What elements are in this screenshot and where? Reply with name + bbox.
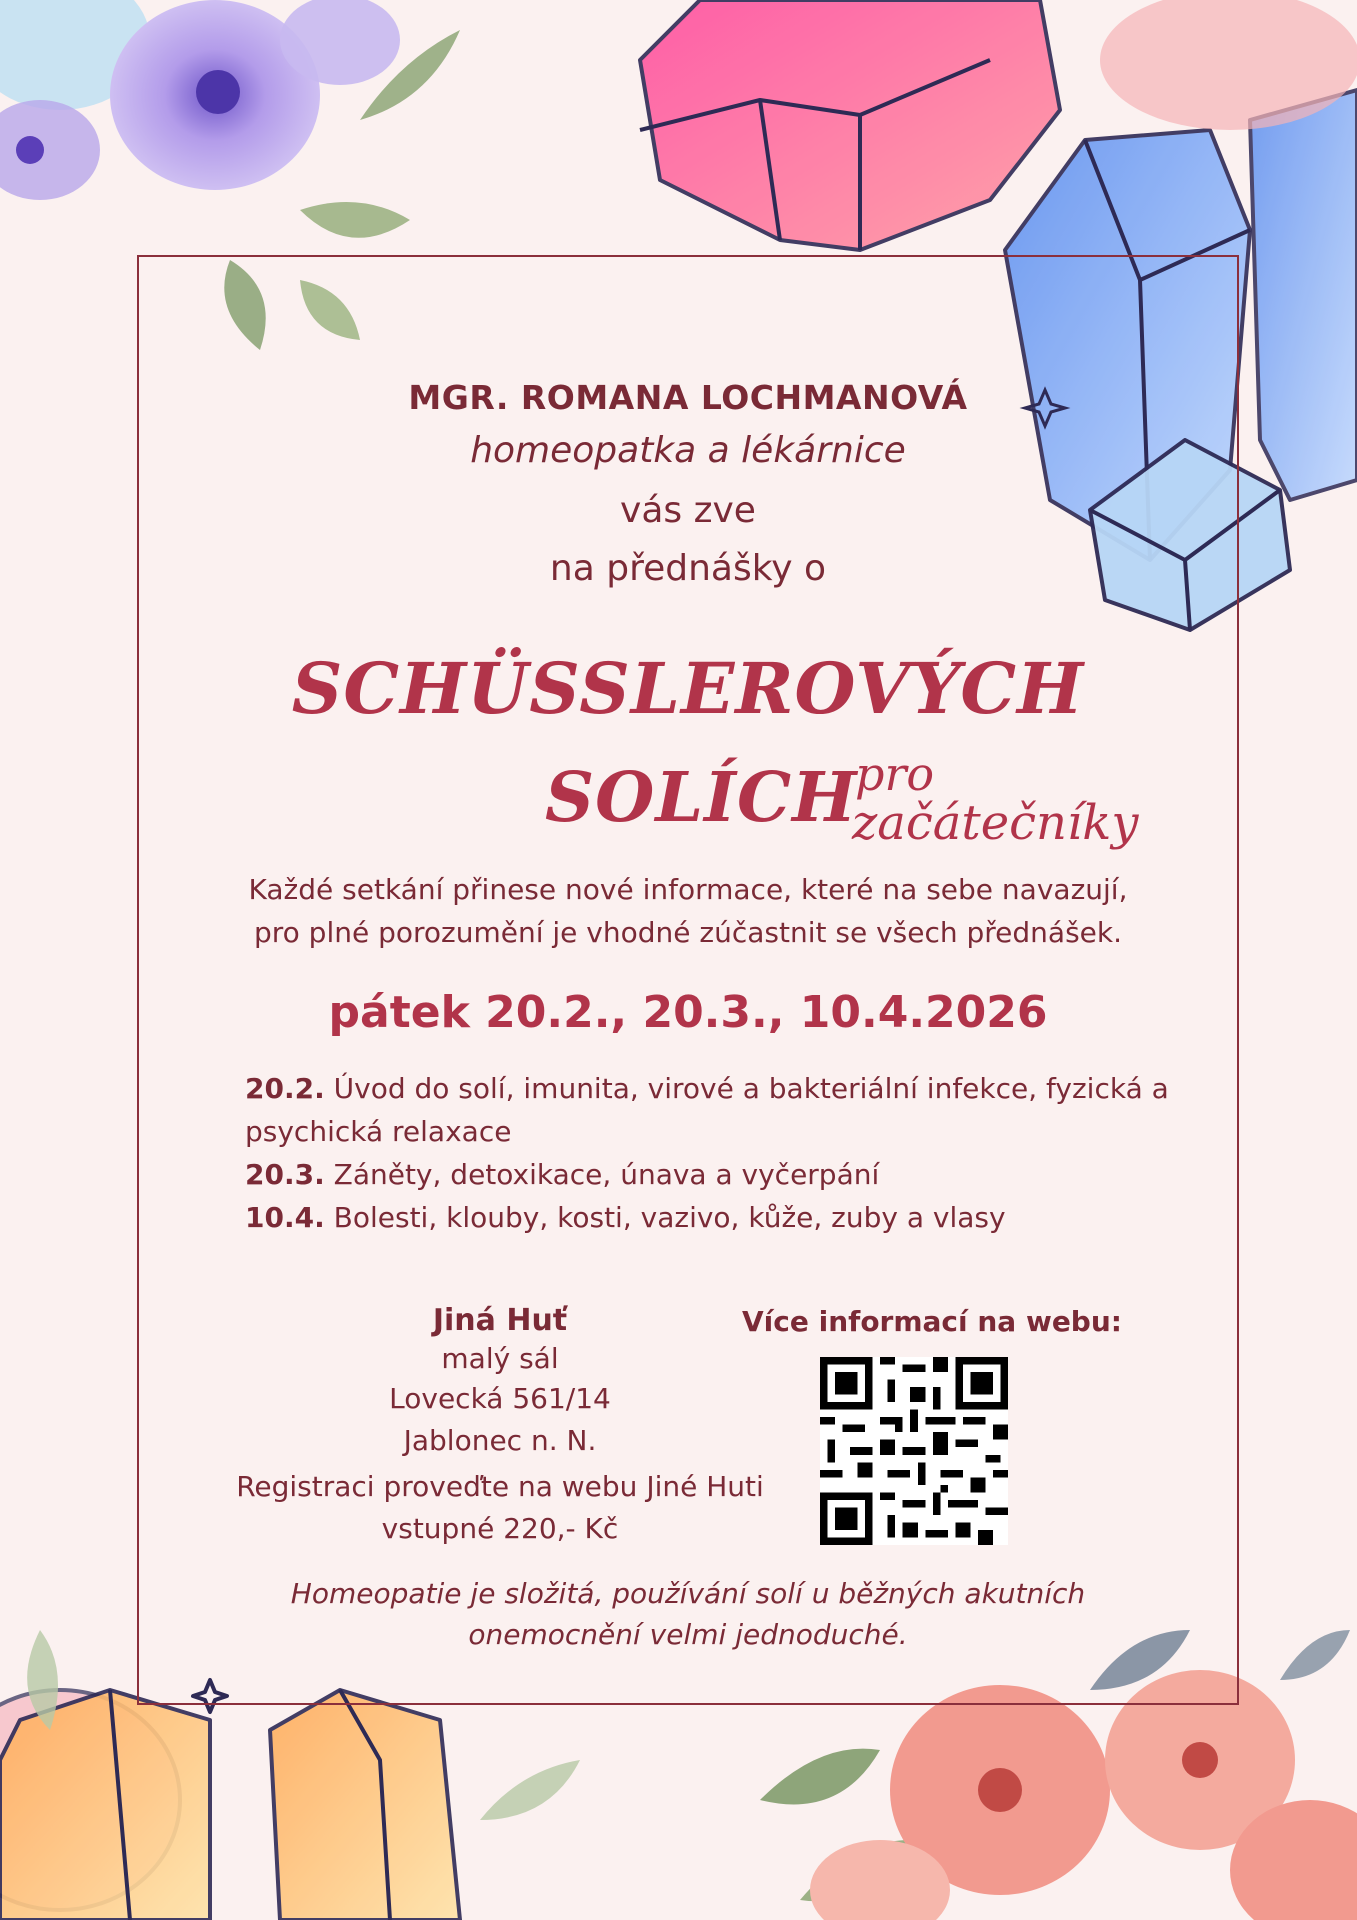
closing-quote xyxy=(137,1573,1239,1655)
program-date: 20.2. xyxy=(245,1072,325,1105)
lecture-dates: pátek 20.2., 20.3., 10.4.2026 xyxy=(328,987,1048,1038)
program-item xyxy=(245,1153,1175,1196)
venue-fee: vstupné 220,- Kč xyxy=(381,1512,619,1545)
venue-city: Jablonec n. N. xyxy=(403,1424,597,1457)
web-info-label: Více informací na webu: xyxy=(742,1305,1122,1338)
program-date: 10.4. xyxy=(245,1201,325,1234)
quote-line-2: onemocnění velmi jednoduché. xyxy=(468,1618,908,1651)
program-item xyxy=(245,1196,1175,1239)
venue-street: Lovecká 561/14 xyxy=(389,1382,611,1415)
program-item xyxy=(245,1067,1175,1153)
title-beginners: začátečníky xyxy=(852,795,1139,851)
venue-registration: Registraci proveďte na webu Jiné Huti xyxy=(236,1470,764,1503)
lectures-intro: na přednášky o xyxy=(549,548,827,589)
description-line-2: pro plné porozumění je vhodné zúčastnit se všech přednášek. xyxy=(253,916,1123,949)
venue-name: Jiná Huť xyxy=(432,1303,568,1338)
program-date: 20.3. xyxy=(245,1158,325,1191)
venue-room: malý sál xyxy=(441,1342,559,1375)
quote-line-1: Homeopatie je složitá, používání solí u běžných akutních xyxy=(290,1577,1086,1610)
qr-code[interactable] xyxy=(820,1357,1008,1545)
program-text: Bolesti, klouby, kosti, vazivo, kůže, zuby a vlasy xyxy=(324,1201,1006,1234)
title-line-2: SOLÍCH xyxy=(545,758,858,838)
invite-text: vás zve xyxy=(620,490,756,531)
title-line-1: SCHÜSSLEROVÝCH xyxy=(291,647,1085,730)
program-text: Záněty, detoxikace, únava a vyčerpání xyxy=(324,1158,880,1191)
author-role: homeopatka a lékárnice xyxy=(470,430,906,471)
title-pro: pro xyxy=(855,747,935,801)
description-line-1: Každé setkání přinese nové informace, které na sebe navazují, xyxy=(248,873,1128,906)
program-text: Úvod do solí, imunita, virové a bakteriální infekce, fyzická a psychická relaxace xyxy=(245,1072,1169,1148)
crystals-bottom-left xyxy=(0,1680,460,1920)
author-name: MGR. ROMANA LOCHMANOVÁ xyxy=(408,378,968,417)
